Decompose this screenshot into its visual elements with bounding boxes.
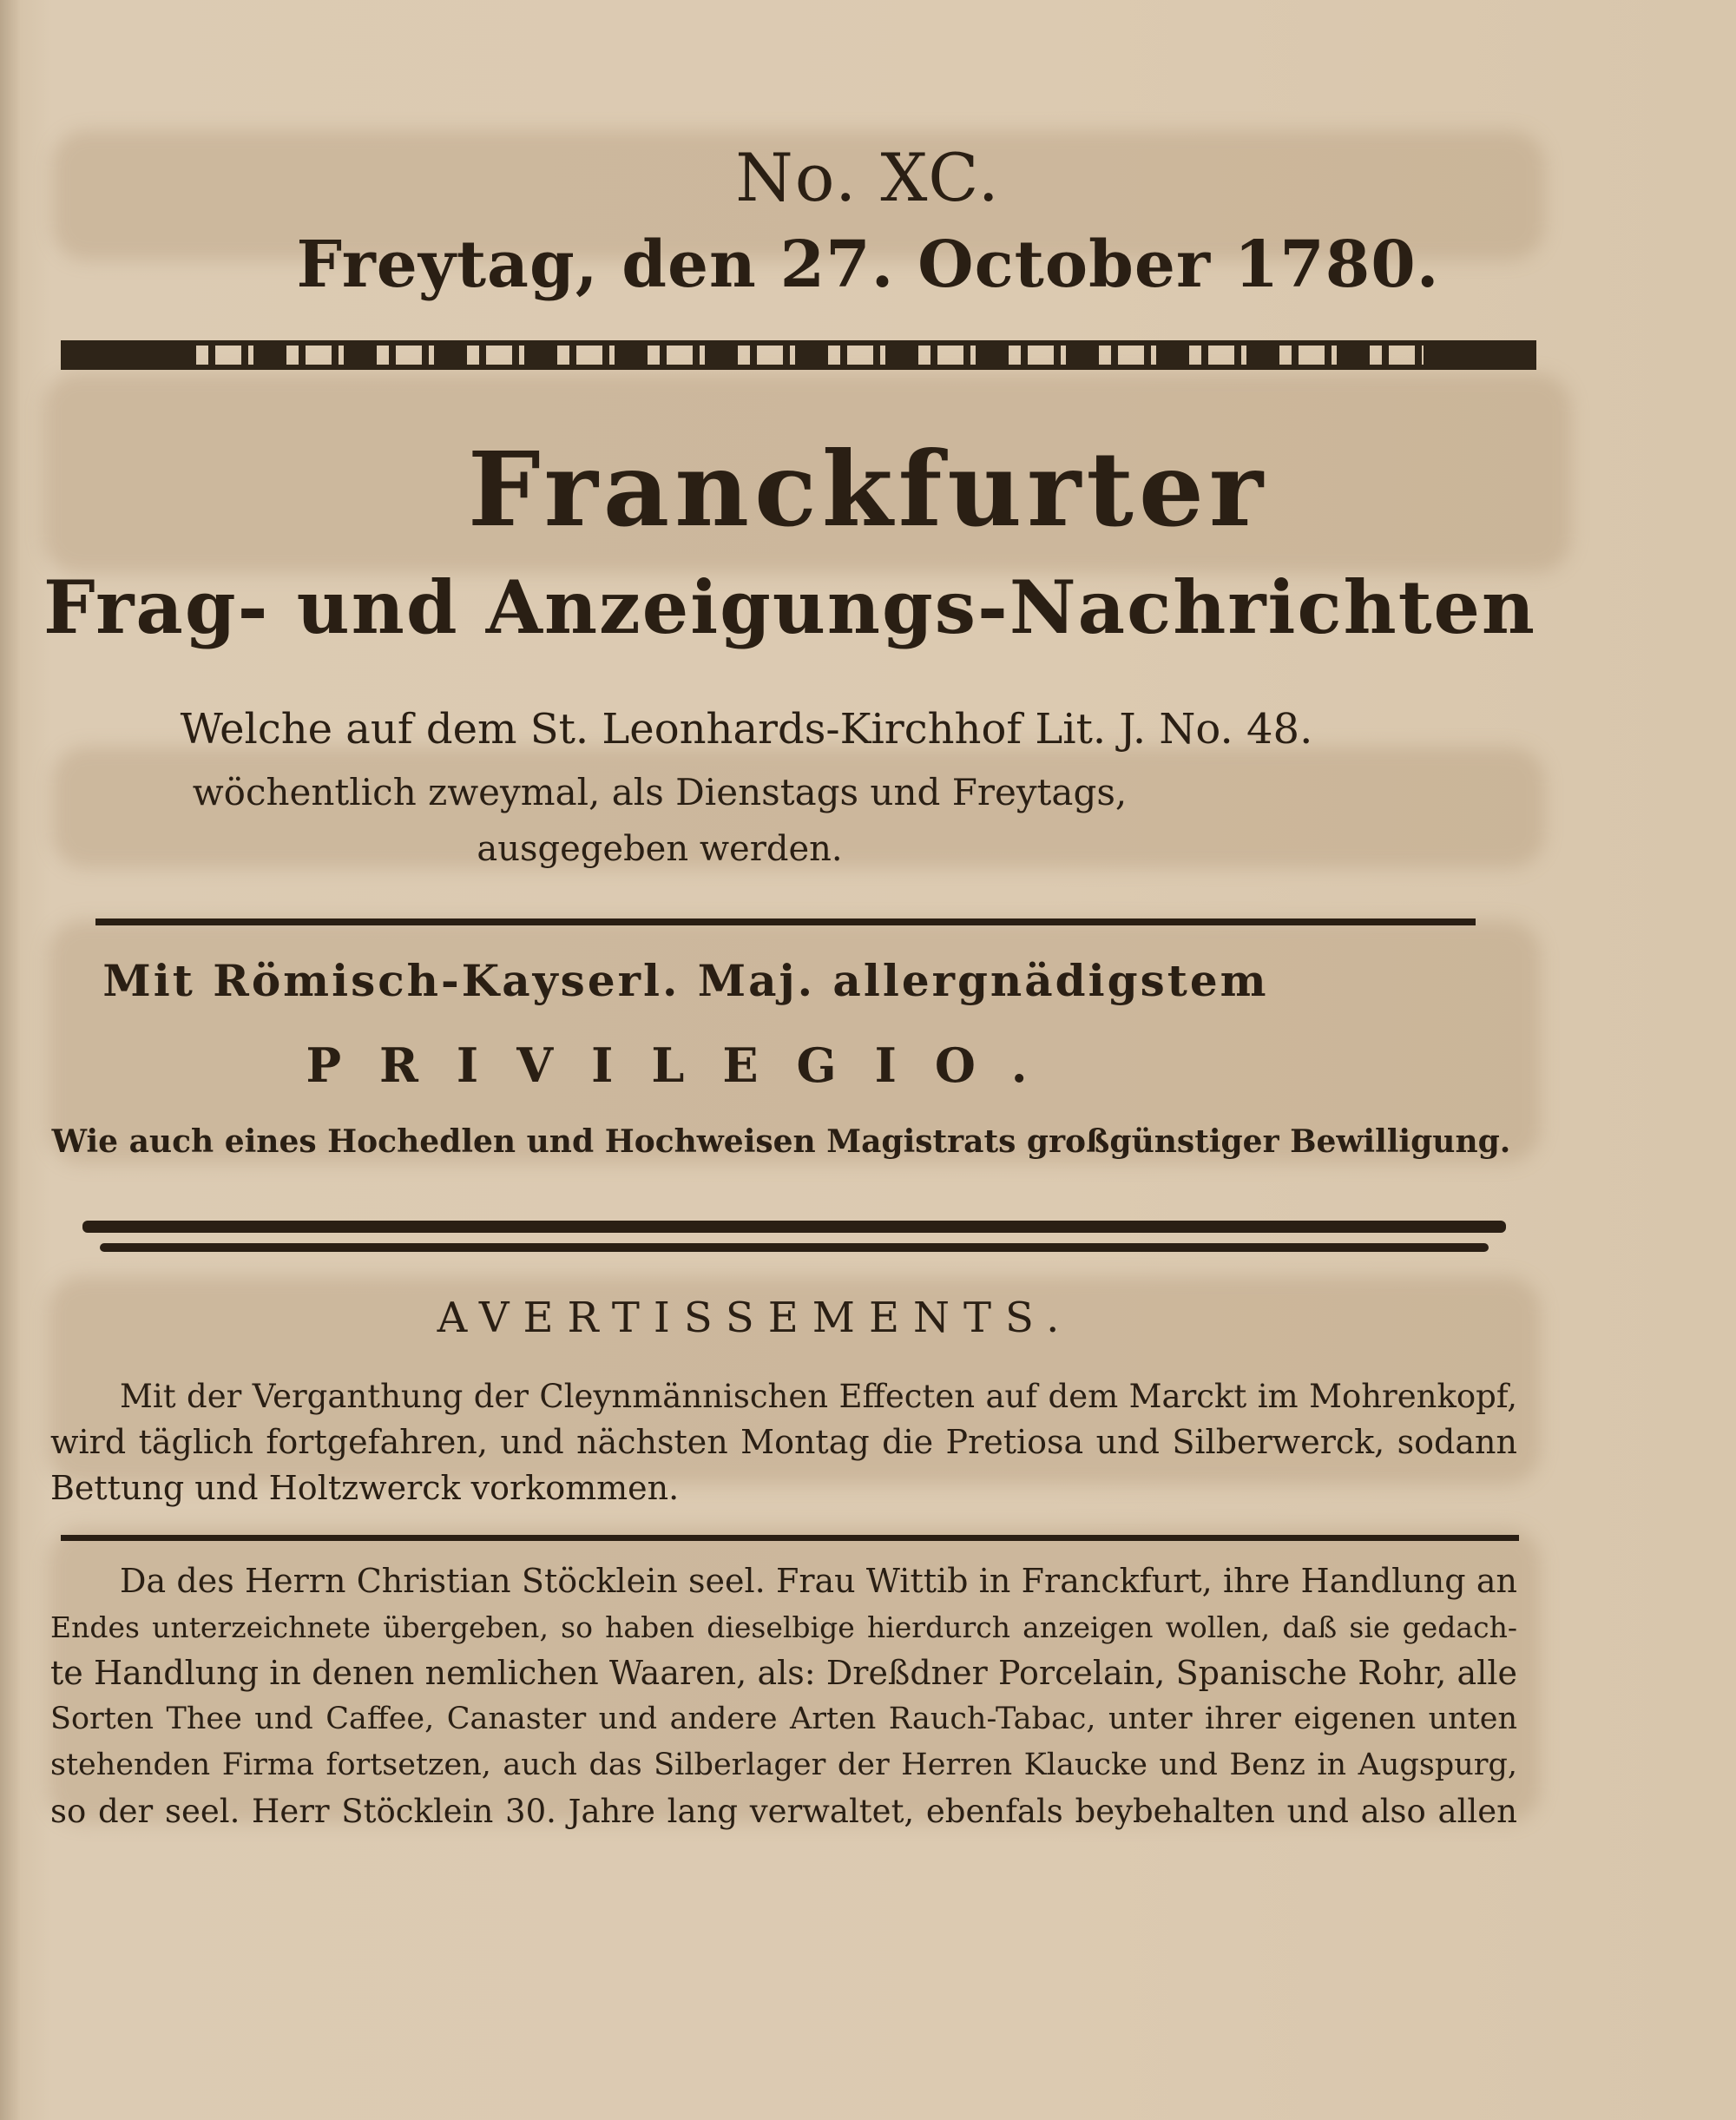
notice-line: Sorten Thee und Caffee, Canaster und andere Arten Rauch-Tabac, unter ihrer eigenen unten (50, 1702, 1517, 1736)
issue-number: No. XC. (735, 139, 1001, 216)
rule-bar (82, 1221, 1506, 1233)
notice-paragraph (50, 1558, 1517, 1834)
masthead-subtitle-line3: ausgegeben werden. (477, 829, 843, 869)
privilege-heading: PRIVILEGIO. (306, 1037, 1066, 1093)
issue-date: Freytag, den 27. October 1780. (296, 227, 1440, 302)
divider-rule (95, 918, 1476, 925)
notice-line: stehenden Firma fortsetzen, auch das Silberlager der Herren Klaucke und Benz in Augspurg, (50, 1748, 1517, 1782)
ornament-end (1424, 340, 1536, 370)
notice-line: Bettung und Holtzwerck vorkommen. (50, 1469, 680, 1507)
notice-line: te Handlung in denen nemlichen Waaren, als: Dreßdner Porcelain, Spanische Rohr, alle (50, 1654, 1517, 1692)
masthead-subtitle-line2: wöchentlich zweymal, als Dienstags und Freytags, (192, 771, 1128, 813)
notice-line: wird täglich fortgefahren, und nächsten Montag die Pretiosa und Silberwerck, sodann (50, 1423, 1517, 1461)
notice-line: so der seel. Herr Stöcklein 30. Jahre lang verwaltet, ebenfals beybehalten und also allen (50, 1793, 1517, 1830)
notice-line: Da des Herrn Christian Stöcklein seel. Frau Wittib in Franckfurt, ihre Handlung an (120, 1562, 1517, 1600)
notice-paragraph (50, 1373, 1517, 1511)
ornamental-rule (61, 340, 1536, 370)
masthead-subtitle-line1: Welche auf dem St. Leonhards-Kirchhof Lit. J. No. 48. (180, 705, 1313, 754)
heavy-divider-rule (82, 1215, 1506, 1264)
privilege-line1: Mit Römisch-Kayserl. Maj. allergnädigstem (102, 955, 1269, 1006)
ornament-end (61, 340, 174, 370)
privilege-line3: Wie auch eines Hochedlen und Hochweisen Magistrats großgünstiger Bewilligung. (51, 1123, 1511, 1160)
masthead-title-line2: Frag- und Anzeigungs-Nachrichten (43, 564, 1537, 650)
notice-line: Endes unterzeichnete übergeben, so haben dieselbige hierdurch anzeigen wollen, daß sie gedach- (50, 1610, 1517, 1644)
section-heading: AVERTISSEMENTS. (437, 1294, 1074, 1342)
masthead-title-line1: Franckfurter (467, 429, 1269, 550)
divider-rule (61, 1535, 1519, 1541)
rule-bar (100, 1243, 1489, 1252)
notice-line: Mit der Verganthung der Cleynmännischen Effecten auf dem Marckt im Mohrenkopf, (120, 1378, 1517, 1415)
